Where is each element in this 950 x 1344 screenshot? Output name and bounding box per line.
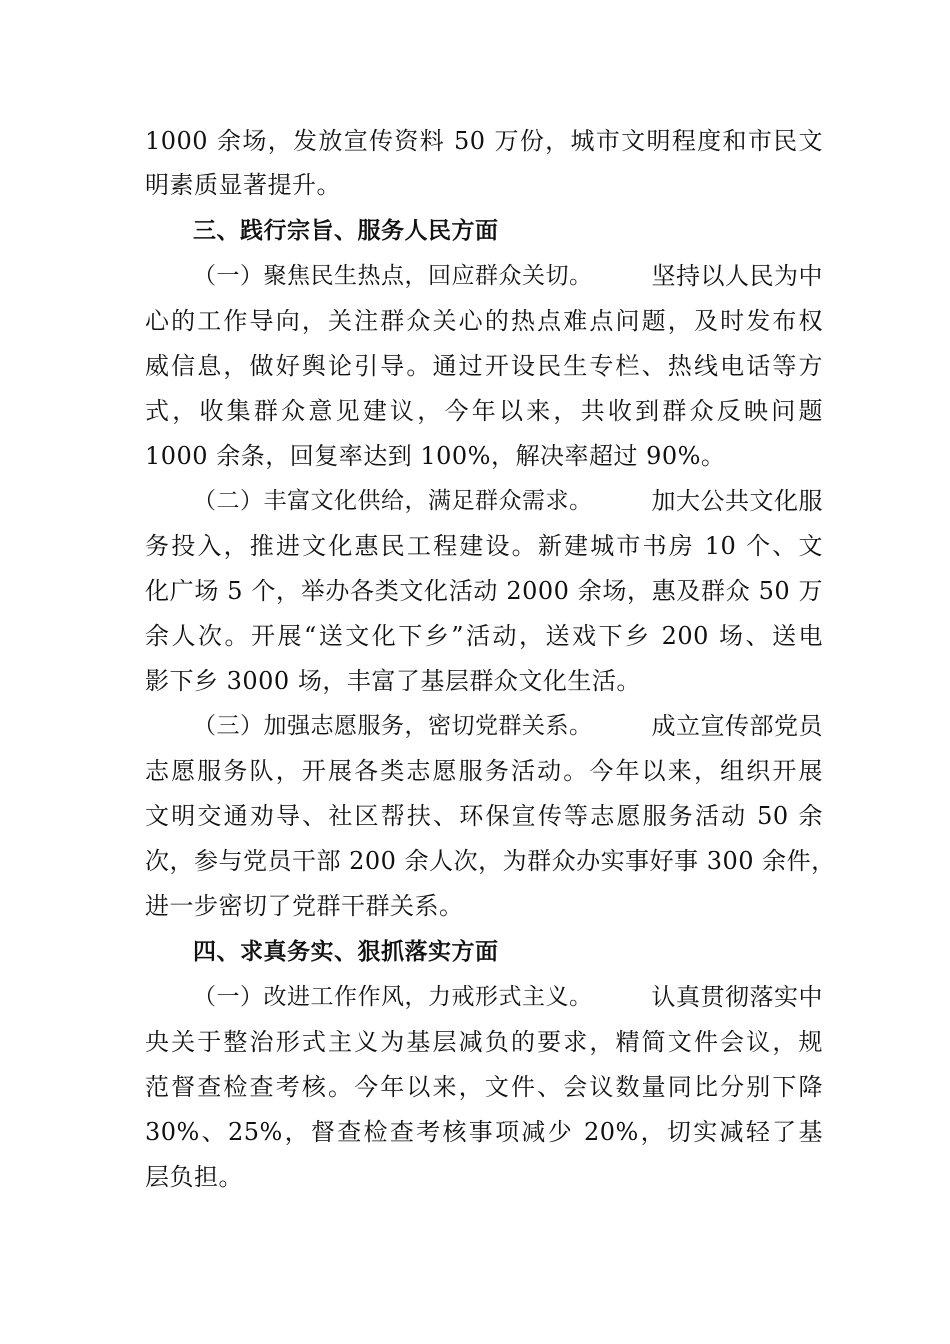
body-text: 坚持以人民为中 (651, 262, 823, 290)
body-line: 影下乡 3000 场，丰富了基层群众文化生活。 (145, 667, 641, 695)
body-text: 认真贯彻落实中 (651, 983, 823, 1011)
body-line: 1000 余条，回复率达到 100%，解决率超过 90%。 (145, 442, 726, 470)
body-text: 成立宣传部党员 (651, 712, 823, 740)
section-heading: 四、求真务实、狠抓落实方面 (193, 939, 499, 965)
body-line: 范督查检查考核。今年以来，文件、会议数量同比分别下降 (145, 1073, 823, 1101)
body-line: 式，收集群众意见建议，今年以来，共收到群众反映问题 (145, 397, 823, 425)
body-line: 文明交通劝导、社区帮扶、环保宣传等志愿服务活动 50 余 (145, 802, 823, 830)
body-line: 余人次。开展“送文化下乡”活动，送戏下乡 200 场、送电 (145, 622, 823, 650)
body-line: 30%、25%，督查检查考核事项减少 20%，切实减轻了基 (145, 1118, 823, 1146)
body-line: 志愿服务队，开展各类志愿服务活动。今年以来，组织开展 (145, 757, 823, 785)
body-line: 明素质显著提升。 (145, 171, 341, 199)
body-line: 化广场 5 个，举办各类文化活动 2000 余场，惠及群众 50 万 (145, 577, 823, 605)
body-line: 务投入，推进文化惠民工程建设。新建城市书房 10 个、文 (145, 532, 823, 560)
subsection-title: （一）聚焦民生热点，回应群众关切。 (193, 263, 593, 289)
paragraph-lead-line (193, 254, 823, 298)
body-text: 加大公共文化服 (651, 487, 823, 515)
subsection-title: （三）加强志愿服务，密切党群关系。 (193, 713, 593, 739)
body-line: 1000 余场，发放宣传资料 50 万份，城市文明程度和市民文 (145, 127, 823, 155)
body-line: 央关于整治形式主义为基层减负的要求，精简文件会议，规 (145, 1028, 823, 1056)
body-line: 次，参与党员干部 200 余人次，为群众办实事好事 300 余件， (145, 847, 836, 875)
body-line: 威信息，做好舆论引导。通过开设民生专栏、热线电话等方 (145, 352, 823, 380)
paragraph-lead-line (193, 479, 823, 523)
body-line: 层负担。 (145, 1163, 243, 1191)
body-line: 进一步密切了党群干群关系。 (145, 892, 464, 920)
subsection-title: （一）改进工作作风，力戒形式主义。 (193, 984, 593, 1010)
body-line: 心的工作导向，关注群众关心的热点难点问题，及时发布权 (145, 307, 823, 335)
subsection-title: （二）丰富文化供给，满足群众需求。 (193, 488, 593, 514)
section-heading: 三、践行宗旨、服务人民方面 (193, 218, 499, 244)
paragraph-lead-line (193, 975, 823, 1019)
paragraph-lead-line (193, 704, 823, 748)
